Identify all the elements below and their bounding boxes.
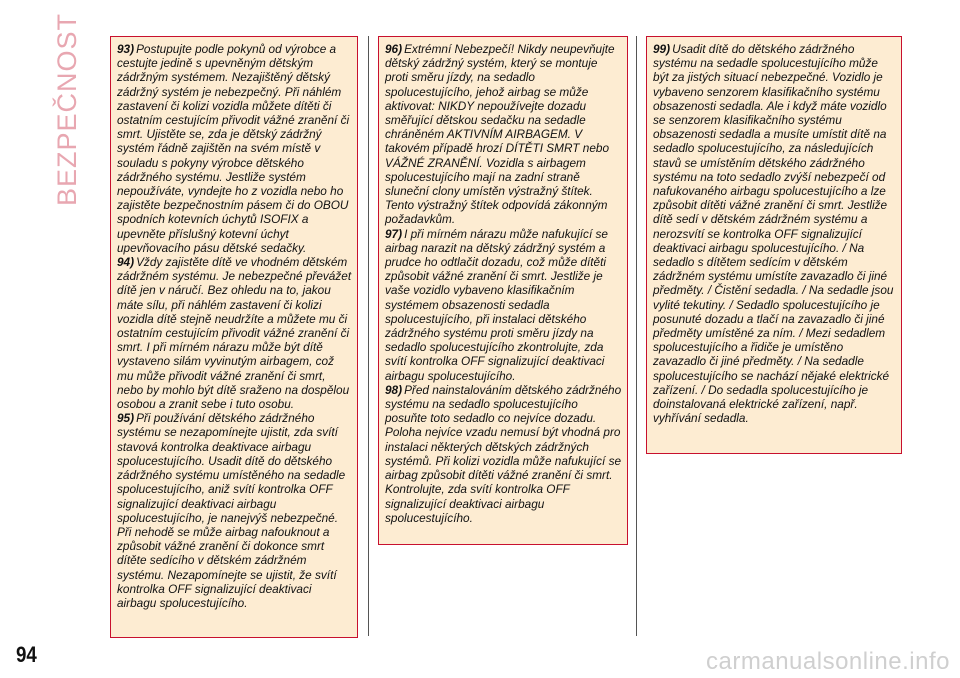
note-text: Vždy zajistěte dítě ve vhodném dětském zádržném systému. Je nebezpečné převážet dítě jen v náručí. Bez ohledu na to, jakou máte sílu, při náhlém zastavení či kolizi vozidla dítě stejně neudržíte a můžete mu či ostatním cestujícím přivodit vážné zranění či smrt. I při mírném nárazu může být dítě vystaveno silám vyvinutým airbagem, což mu může přivodit vážné zranění či smrt, nebo by mohlo být dítě sraženo na dospělou osobou a zranit sebe i tuto osobu. [117, 255, 352, 412]
warning-note [385, 227, 622, 383]
note-number: 99) [653, 42, 671, 56]
warning-note [117, 255, 352, 411]
warning-box-column-3 [646, 36, 902, 454]
note-text: Postupujte podle pokynů od výrobce a cestujte jedině s upevněným dětským zádržným systémem. Nezajištěný dětský zádržný systém je nebezpečný. Při náhlém zastavení či kolizi vozidla můžete dítěti či ostatním cestujícím přivodit vážné zranění či smrt. Ujistěte se, zda je dětský zádržný systém řádně zajištěn na svém místě v souladu s pokyny výrobce dětského zádržného systému. Jestliže systém nepoužíváte, vyndejte ho z vozidla nebo ho zajistěte bezpečnostním pásem či do OBOU spodních kotevních úchytů ISOFIX a upevněte příslušný kotevní úchyt upevňovacího pásu dětské sedačky. [117, 42, 350, 255]
note-text: Extrémní Nebezpečí! Nikdy neupevňujte dětský zádržný systém, který se montuje proti směru jízdy, na sedadlo spolucestujícího, jehož airbag se může aktivovat: NIKDY nepoužívejte dozadu směřující dětskou sedačku na sedadle chráněném AKTIVNÍM AIRBAGEM. V takovém případě hrozí DÍTĚTI SMRT nebo VÁŽNÉ ZRANĚNÍ. Vozidla s airbagem spolucestujícího mají na zadní straně sluneční clony umístěn výstražný štítek. Tento výstražný štítek odpovídá zákonným požadavkům. [385, 42, 615, 227]
warning-note [117, 42, 352, 255]
warning-box-column-2 [378, 36, 628, 545]
warning-note [117, 411, 352, 610]
watermark: carmanualsonline.info [706, 648, 950, 675]
section-title-vertical [48, 12, 88, 206]
column-divider [368, 36, 369, 636]
warning-note [385, 383, 622, 525]
warning-note [653, 42, 896, 425]
warning-box-column-1 [110, 36, 358, 638]
note-text: I při mírném nárazu může nafukující se airbag narazit na dětský zádržný systém a prudce ho odtlačit dozadu, což může dítěti způsobit vážné zranění či smrt. Jestliže je vaše vozidlo vybaveno klasifikačním systémem obsazenosti sedadla spolucestujícího, při instalaci dětského zádržného systému proti směru jízdy na sedadlo spolucestujícího zkontrolujte, zda svítí kontrolka OFF signalizující deaktivaci airbagu spolucestujícího. [385, 226, 608, 383]
section-title-text: BEZPEČNOST [52, 12, 83, 206]
note-number: 98) [385, 382, 403, 397]
note-number: 96) [385, 42, 403, 56]
note-text: Usadit dítě do dětského zádržného systému na sedadle spolucestujícího může být za jistých situací nebezpečné. Vozidlo je vybaveno senzorem klasifikačního systému obsazenosti sedadla. Ale i když máte vozidlo se senzorem klasifikačního systému obsazenosti sedadla a musíte umístit dítě na sedadlo spolucestujícího, za následujících stavů se umístěním dětského zádržného systému na toto sedadlo zvýší nebezpečí od nafukovaného airbagu spolucestujícího a lze způsobit dítěti vážné zranění či smrt. Jestliže dítě sedí v dětském zádržném systému a nerozsvítí se kontrolka OFF signalizující deaktivaci airbagu spolucestujícího. / Na sedadlo s dítětem sedícím v dětském zádržném systému umístíte zavazadlo či jiné předměty. / Čistění sedadla. / Na sedadle jsou vylité tekutiny. / Sedadlo spolucestujícího je posunuté dozadu a tlačí na zavazadlo či jiné předměty umístěné za ním. / Mezi sedadlem spolucestujícího a řidiče je umístěno zavazadlo či jiné předměty. / Na sedadle spolucestujícího se nachází nějaké elektrické zařízení. / Do sedadla spolucestujícího je doinstalovaná elektrické zařízení, např. vyhřívání sedadla. [653, 42, 894, 426]
warning-note [385, 42, 622, 227]
page-number: 94 [16, 642, 37, 667]
note-number: 93) [117, 42, 135, 56]
note-text: Před nainstalováním dětského zádržného systému na sedadlo spolucestujícího posuňte toto sedadlo co nejvíce dozadu. Poloha nejvíce vzadu nemusí být vhodná pro instalaci některých dětských zádržných systémů. Při kolizi vozidla může nafukující se airbag způsobit dítěti vážné zranění či smrt. Kontrolujte, zda svítí kontrolka OFF signalizující deaktivaci airbagu spolucestujícího. [385, 382, 622, 525]
note-text: Při používání dětského zádržného systému se nezapomínejte ujistit, zda svítí stavová kontrolka deaktivace airbagu spolucestujícího. Usadit dítě do dětského zádržného systému umístěného na sedadle spolucestujícího, aniž svítí kontrolka OFF signalizující deaktivaci airbagu spolucestujícího, je nanejvýš nebezpečné. Při nehodě se může airbag nafouknout a způsobit vážné zranění či dokonce smrt dítěte sedícího v dětském zádržném systému. Nezapomínejte se ujistit, že svítí kontrolka OFF signalizující deaktivaci airbagu spolucestujícího. [117, 411, 346, 610]
column-divider [636, 36, 637, 636]
note-number: 97) [385, 226, 403, 241]
note-number: 95) [117, 411, 135, 426]
note-number: 94) [117, 255, 135, 270]
